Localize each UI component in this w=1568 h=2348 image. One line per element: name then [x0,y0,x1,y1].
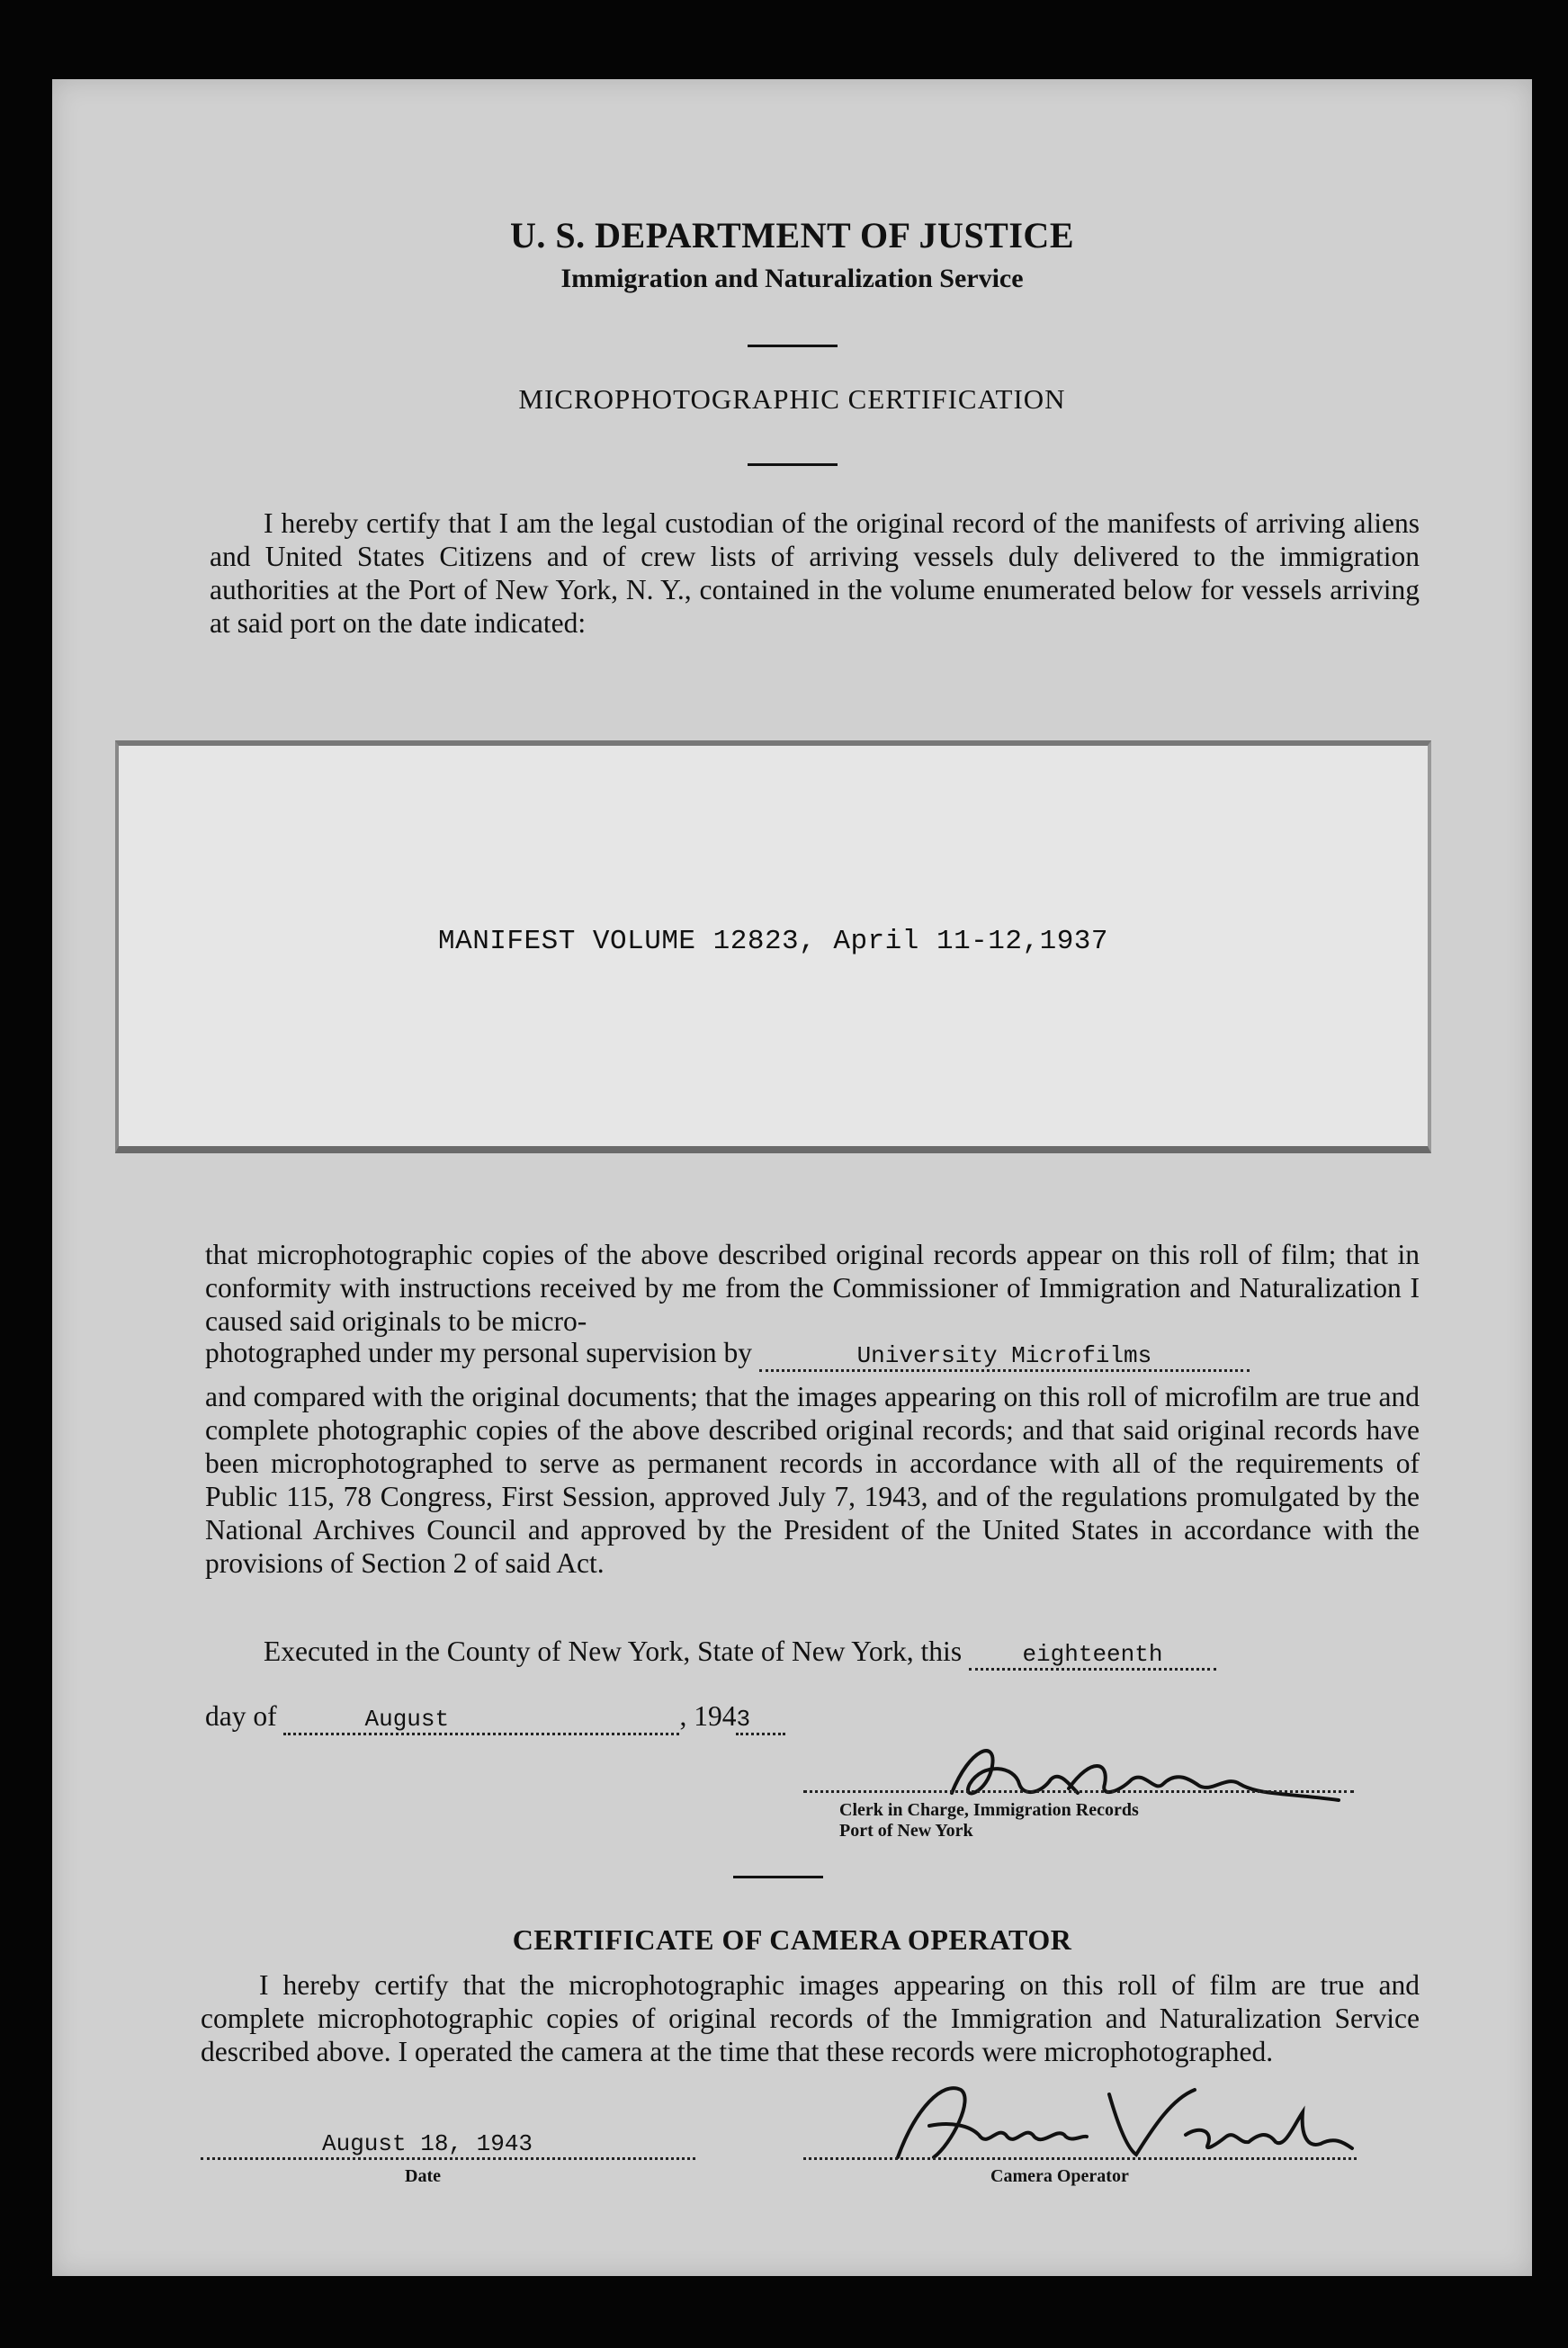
operator-signature [862,2072,1366,2171]
body-text-2: and compared with the original documents; that the images appearing on this roll of microfilm are true and complete photographic copies of the above described original records; and that said original records have been microphotographed to serve as permanent records in accordance with all of the requirements of Public 115, 78 Congress, First Session, approved July 7, 1943, and of the regulations promulgated by the National Archives Council and approved by the President of the United States in accordance with the provisions of Section 2 of said Act. [205,1381,1420,1579]
camera-section-title: CERTIFICATE OF CAMERA OPERATOR [512,1923,1072,1956]
body-text-1: that microphotographic copies of the above described original records appear on this roll of film; that in conformity with instructions received by me from the Commissioner of Immigration and Naturalization I caused said originals to be micro- [205,1239,1420,1337]
day-of-label: day of [205,1700,277,1732]
operator-date-value: August 18, 1943 [322,2130,533,2157]
date-line [205,1700,785,1735]
date-label: Date [405,2166,441,2186]
body-paragraph-1 [205,1238,1420,1338]
clerk-signature-line [803,1790,1354,1793]
month-field [283,1700,679,1735]
execution-line [264,1636,1216,1671]
supervisor-value: University Microfilms [856,1342,1152,1369]
day-value: eighteenth [1022,1641,1163,1668]
supervision-prefix: photographed under my personal supervision by [205,1337,753,1368]
divider-rule [748,463,838,466]
operator-label: Camera Operator [990,2166,1129,2186]
day-field [969,1636,1216,1671]
year-prefix: , 194 [679,1700,737,1732]
clerk-title [839,1800,1139,1842]
camera-paragraph [201,1968,1420,2068]
certificate-sheet [52,79,1532,2276]
camera-text: I hereby certify that the microphotographic images appearing on this roll of film are true and complete microphotographic copies of original records of the Immigration and Naturalization Service described above. I operated the camera at the time that these records were microphotographed. [201,1969,1420,2067]
intro-text: I hereby certify that I am the legal custodian of the original record of the manifests of arriving aliens and United States Citizens and of crew lists of arriving vessels duly delivered to the immigration authorities at the Port of New York, N. Y., contained in the volume enumerated below for vessels arriving at said port on the date indicated: [210,507,1420,639]
supervisor-field [759,1337,1250,1372]
month-value: August [364,1706,450,1733]
body-paragraph-2 [205,1380,1420,1580]
execution-prefix: Executed in the County of New York, State of New York, this [264,1636,963,1667]
clerk-title-line1: Clerk in Charge, Immigration Records [839,1800,1139,1820]
year-field [736,1700,785,1735]
clerk-title-line2: Port of New York [839,1821,973,1841]
manifest-label-box [115,740,1431,1153]
service-subtitle: Immigration and Naturalization Service [560,264,1024,293]
year-digit: 3 [736,1706,751,1733]
operator-date-line [201,2157,695,2160]
intro-paragraph [210,506,1420,640]
supervision-line [205,1337,1250,1372]
divider-rule [748,345,838,347]
department-title: U. S. DEPARTMENT OF JUSTICE [510,215,1074,255]
certification-title: MICROPHOTOGRAPHIC CERTIFICATION [518,383,1066,415]
manifest-volume-text: MANIFEST VOLUME 12823, April 11-12,1937 [437,926,1109,957]
operator-signature-line [803,2157,1357,2160]
divider-rule [733,1876,823,1878]
